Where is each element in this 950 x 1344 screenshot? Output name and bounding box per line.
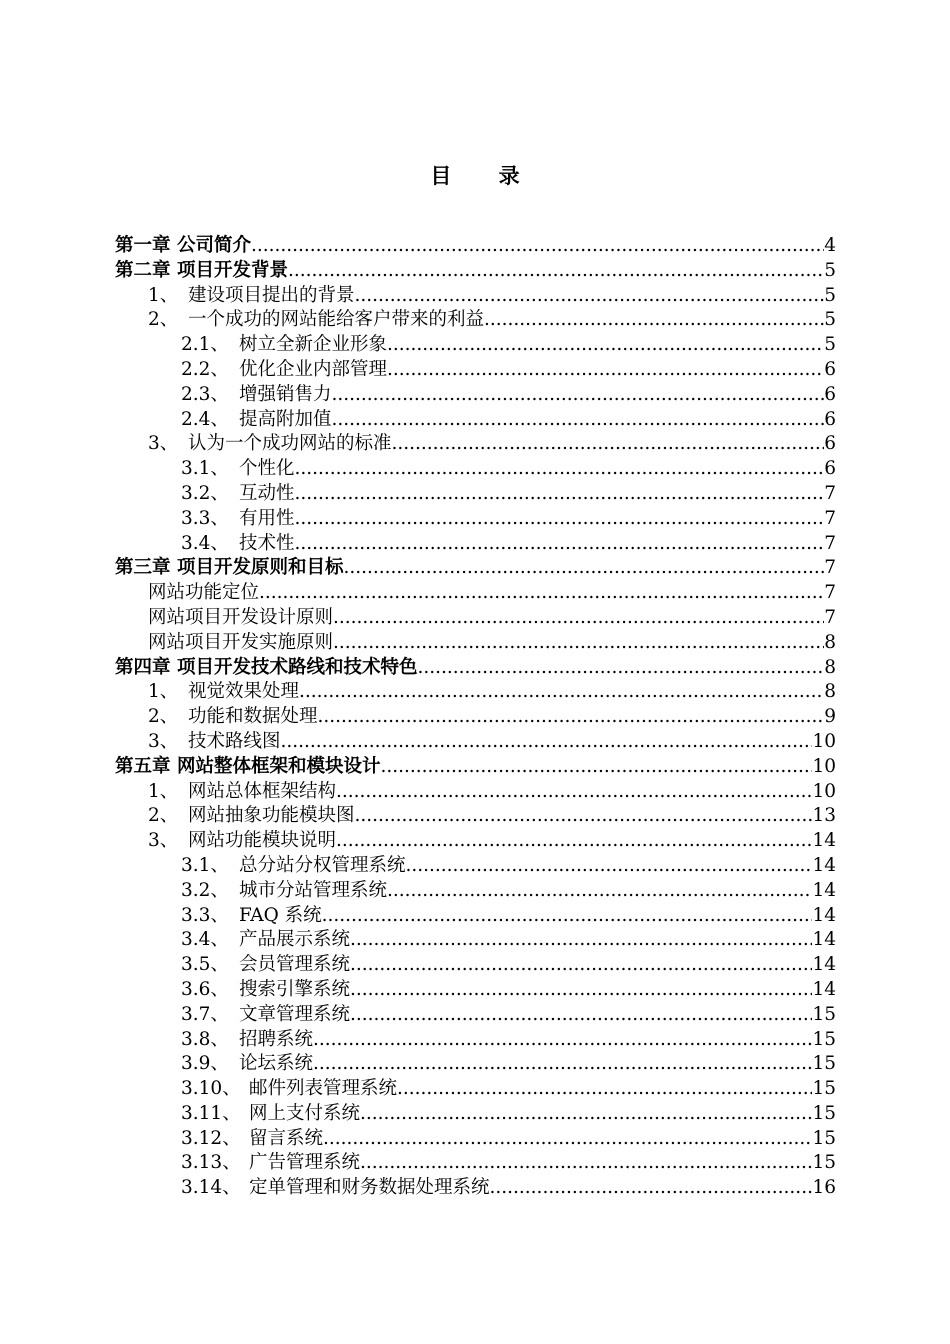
dot-leader: [387, 333, 824, 358]
toc-entry[interactable]: [0, 507, 950, 532]
toc-entry-page-number: 5: [824, 259, 836, 281]
toc-entry-label: 产品展示系统: [239, 929, 351, 951]
toc-entry[interactable]: [0, 308, 950, 333]
dot-leader: [490, 1176, 813, 1201]
toc-entry-label: 网站抽象功能模块图: [188, 805, 355, 827]
dot-leader: [332, 383, 825, 408]
toc-title: 目 录: [430, 163, 540, 188]
dot-leader: [387, 879, 812, 904]
toc-entry-number: 3.1、: [181, 854, 229, 876]
toc-entry-label: 第二章 项目开发背景: [115, 259, 288, 281]
toc-entry[interactable]: [0, 581, 950, 606]
toc-entry-label: 个性化: [239, 458, 295, 480]
toc-entry[interactable]: [0, 755, 950, 780]
toc-entry-page-number: 7: [824, 582, 836, 604]
toc-entry[interactable]: [0, 928, 950, 953]
toc-entry-page-number: 6: [824, 433, 836, 455]
dot-leader: [323, 1127, 812, 1152]
toc-entry[interactable]: [0, 631, 950, 656]
toc-entry[interactable]: [0, 879, 950, 904]
toc-entry-number: 3.9、: [181, 1053, 229, 1075]
dot-leader: [333, 631, 824, 656]
toc-entry[interactable]: [0, 482, 950, 507]
toc-entry-number: 3、: [148, 830, 179, 852]
toc-entry[interactable]: [0, 457, 950, 482]
toc-entry-label: 广告管理系统: [249, 1152, 361, 1174]
toc-entry-label: 招聘系统: [239, 1028, 314, 1050]
toc-entry[interactable]: [0, 1077, 950, 1102]
toc-entry-number: 3、: [148, 730, 179, 752]
toc-entry-label: 功能和数据处理: [188, 706, 318, 728]
dot-leader: [484, 308, 824, 333]
toc-entry-page-number: 14: [812, 879, 836, 901]
toc-entry-number: 1、: [148, 681, 179, 703]
toc-entry-number: 3.6、: [181, 978, 229, 1000]
dot-leader: [360, 1151, 812, 1176]
dot-leader: [295, 457, 825, 482]
toc-entry-label: 网站项目开发实施原则: [148, 631, 334, 653]
toc-entry-page-number: 6: [824, 358, 836, 380]
dot-leader: [281, 730, 813, 755]
toc-entry-number: 3.13、: [181, 1152, 241, 1174]
toc-entry[interactable]: [0, 1102, 950, 1127]
toc-entry[interactable]: [0, 1176, 950, 1201]
toc-entry-page-number: 15: [812, 1053, 836, 1075]
toc-entry-number: 3.1、: [181, 458, 229, 480]
toc-entry-label: 互动性: [239, 482, 295, 504]
toc-entry[interactable]: [0, 804, 950, 829]
toc-entry-label: 网站总体框架结构: [188, 780, 337, 802]
toc-entry-number: 3、: [148, 433, 179, 455]
toc-entry-label: 第三章 项目开发原则和目标: [115, 557, 344, 579]
toc-entry-label: 邮件列表管理系统: [249, 1078, 398, 1100]
toc-entry-label: 文章管理系统: [239, 1003, 351, 1025]
dot-leader: [332, 408, 825, 433]
toc-entry-label: 定单管理和财务数据处理系统: [249, 1177, 490, 1199]
dot-leader: [295, 532, 825, 557]
toc-entry-page-number: 5: [824, 334, 836, 356]
toc-entry-page-number: 14: [812, 954, 836, 976]
dot-leader: [295, 482, 825, 507]
toc-entry-page-number: 6: [824, 408, 836, 430]
toc-entry-number: 1、: [148, 780, 179, 802]
toc-entry-label: 技术性: [239, 532, 295, 554]
toc-entry-page-number: 5: [824, 284, 836, 306]
toc-entry-number: 3.12、: [181, 1127, 241, 1149]
toc-entry-page-number: 8: [824, 631, 836, 653]
dot-leader: [350, 928, 812, 953]
table-of-contents: [0, 234, 950, 1201]
toc-entry[interactable]: [0, 1028, 950, 1053]
toc-entry[interactable]: [0, 556, 950, 581]
toc-entry-label: 总分站分权管理系统: [239, 854, 406, 876]
toc-entry-number: 3.4、: [181, 929, 229, 951]
toc-entry[interactable]: [0, 532, 950, 557]
dot-leader: [392, 432, 825, 457]
toc-entry-page-number: 15: [812, 1078, 836, 1100]
toc-entry-page-number: 15: [812, 1028, 836, 1050]
toc-entry-page-number: 5: [824, 309, 836, 331]
toc-entry-number: 3.2、: [181, 879, 229, 901]
toc-entry-number: 3.7、: [181, 1003, 229, 1025]
toc-entry-page-number: 14: [812, 830, 836, 852]
toc-entry-page-number: 10: [812, 780, 836, 802]
toc-entry-label: 网上支付系统: [249, 1102, 361, 1124]
dot-leader: [417, 656, 824, 681]
toc-entry[interactable]: [0, 829, 950, 854]
toc-entry-label: 认为一个成功网站的标准: [188, 433, 392, 455]
toc-entry-page-number: 14: [812, 929, 836, 951]
dot-leader: [288, 259, 824, 284]
dot-leader: [259, 581, 824, 606]
toc-entry-label: 会员管理系统: [239, 954, 351, 976]
toc-entry-page-number: 14: [812, 854, 836, 876]
toc-entry-page-number: 10: [812, 730, 836, 752]
toc-entry[interactable]: [0, 904, 950, 929]
dot-leader: [336, 780, 812, 805]
toc-entry-page-number: 6: [824, 383, 836, 405]
toc-entry-page-number: 15: [812, 1003, 836, 1025]
toc-entry-page-number: 4: [824, 235, 836, 256]
toc-entry[interactable]: [0, 383, 950, 408]
dot-leader: [355, 804, 813, 829]
toc-entry-label: 搜索引擎系统: [239, 978, 351, 1000]
toc-entry-label: FAQ 系统: [239, 904, 322, 926]
toc-entry[interactable]: [0, 284, 950, 309]
toc-entry-number: 2.2、: [181, 358, 229, 380]
toc-entry[interactable]: [0, 606, 950, 631]
toc-entry-page-number: 10: [812, 755, 836, 777]
toc-entry[interactable]: [0, 780, 950, 805]
dot-leader: [350, 1003, 812, 1028]
toc-entry-page-number: 15: [812, 1152, 836, 1174]
toc-entry-number: 3.3、: [181, 904, 229, 926]
toc-entry-label: 第五章 网站整体框架和模块设计: [115, 755, 381, 777]
dot-leader: [313, 1052, 812, 1077]
toc-entry-label: 网站项目开发设计原则: [148, 606, 334, 628]
dot-leader: [333, 606, 824, 631]
toc-entry-number: 2.4、: [181, 408, 229, 430]
dot-leader: [406, 854, 813, 879]
toc-entry[interactable]: [0, 680, 950, 705]
toc-entry[interactable]: [0, 259, 950, 284]
toc-entry[interactable]: [0, 432, 950, 457]
toc-entry-page-number: 8: [824, 681, 836, 703]
toc-entry-number: 1、: [148, 284, 179, 306]
toc-entry-number: 2、: [148, 309, 179, 331]
toc-entry-page-number: 13: [812, 805, 836, 827]
toc-entry-number: 3.2、: [181, 482, 229, 504]
toc-entry[interactable]: [0, 408, 950, 433]
dot-leader: [350, 978, 812, 1003]
dot-leader: [355, 284, 825, 309]
dot-leader: [318, 705, 825, 730]
toc-entry[interactable]: [0, 234, 950, 259]
toc-entry-label: 视觉效果处理: [188, 681, 300, 703]
toc-entry[interactable]: [0, 730, 950, 755]
dot-leader: [343, 556, 824, 581]
toc-entry-page-number: 7: [824, 606, 836, 628]
toc-entry-page-number: 9: [824, 706, 836, 728]
toc-entry-label: 第一章 公司简介: [115, 235, 251, 256]
toc-entry-number: 2、: [148, 805, 179, 827]
toc-entry-page-number: 7: [824, 482, 836, 504]
toc-entry[interactable]: [0, 358, 950, 383]
toc-entry-page-number: 8: [824, 656, 836, 678]
toc-entry-page-number: 7: [824, 532, 836, 554]
dot-leader: [397, 1077, 812, 1102]
toc-entry-label: 树立全新企业形象: [239, 334, 388, 356]
toc-entry-label: 优化企业内部管理: [239, 358, 388, 380]
toc-entry[interactable]: [0, 656, 950, 681]
toc-entry-number: 3.8、: [181, 1028, 229, 1050]
toc-entry-number: 3.3、: [181, 507, 229, 529]
toc-entry-page-number: 6: [824, 458, 836, 480]
toc-entry-number: 2、: [148, 706, 179, 728]
toc-entry[interactable]: [0, 705, 950, 730]
toc-entry-label: 留言系统: [249, 1127, 324, 1149]
toc-entry[interactable]: [0, 978, 950, 1003]
toc-entry[interactable]: [0, 333, 950, 358]
dot-leader: [295, 507, 825, 532]
toc-entry-label: 有用性: [239, 507, 295, 529]
toc-entry[interactable]: [0, 953, 950, 978]
toc-entry[interactable]: [0, 1052, 950, 1077]
toc-entry-page-number: 7: [824, 507, 836, 529]
toc-entry-number: 2.3、: [181, 383, 229, 405]
dot-leader: [336, 829, 812, 854]
toc-entry-label: 城市分站管理系统: [239, 879, 388, 901]
toc-entry-page-number: 16: [812, 1177, 836, 1199]
dot-leader: [387, 358, 824, 383]
toc-entry-page-number: 15: [812, 1127, 836, 1149]
toc-entry-number: 3.4、: [181, 532, 229, 554]
toc-entry-label: 技术路线图: [188, 730, 281, 752]
toc-entry[interactable]: [0, 1127, 950, 1152]
toc-entry-number: 2.1、: [181, 334, 229, 356]
dot-leader: [350, 953, 812, 978]
toc-entry-label: 论坛系统: [239, 1053, 314, 1075]
toc-entry-label: 网站功能定位: [148, 582, 260, 604]
toc-entry-number: 3.14、: [181, 1177, 241, 1199]
dot-leader: [251, 234, 824, 259]
toc-entry[interactable]: [0, 1003, 950, 1028]
toc-entry-label: 建设项目提出的背景: [188, 284, 355, 306]
toc-entry-label: 提高附加值: [239, 408, 332, 430]
toc-entry-page-number: 14: [812, 904, 836, 926]
dot-leader: [299, 680, 824, 705]
toc-entry-number: 3.5、: [181, 954, 229, 976]
toc-entry-label: 网站功能模块说明: [188, 830, 337, 852]
toc-entry-number: 3.10、: [181, 1078, 241, 1100]
toc-entry-page-number: 15: [812, 1102, 836, 1124]
toc-entry-label: 一个成功的网站能给客户带来的利益: [188, 309, 485, 331]
toc-entry-number: 3.11、: [181, 1102, 241, 1124]
dot-leader: [322, 904, 813, 929]
toc-entry[interactable]: [0, 854, 950, 879]
toc-entry-label: 增强销售力: [239, 383, 332, 405]
toc-entry-label: 第四章 项目开发技术路线和技术特色: [115, 656, 418, 678]
toc-entry[interactable]: [0, 1151, 950, 1176]
toc-entry-page-number: 7: [824, 557, 836, 579]
dot-leader: [380, 755, 812, 780]
toc-entry-page-number: 14: [812, 978, 836, 1000]
dot-leader: [360, 1102, 812, 1127]
dot-leader: [313, 1028, 812, 1053]
